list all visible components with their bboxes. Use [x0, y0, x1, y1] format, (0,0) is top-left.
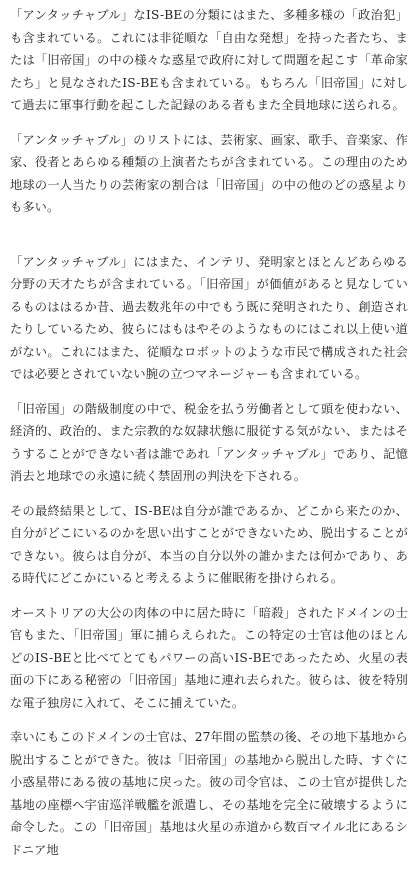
paragraph-escape: 幸いにもこのドメインの士官は、27年間の監禁の後、その地下基地から脱出することができた。彼は「旧帝国」の基地から脱出した時、すぐに小惑星帯にある彼の基地に戻った。彼の司令官は、この士官が提供した基地の座標へ宇宙巡洋戦艦を派遣し、その基地を完全に破壊するように命令した。この「旧帝国」基地は火星の赤道から数百マイル北にあるシドニア地	[10, 730, 408, 857]
paragraph-political-prisoners: 「アンタッチャブル」なIS-BEの分類にはまた、多種多様の「政治犯」も含まれている。これには非従順な「自由な発想」を持った者たち、または「旧帝国」の中の様々な惑星で政府に対して問題を起こす「革命家たち」と見なされたIS-BEも含まれている。もちろん「旧帝国」に対して過去に軍事行動を起こした記録のある者もまた全員地球に送られる。	[10, 8, 408, 112]
paragraph-artists: 「アンタッチャブル」のリストには、芸術家、画家、歌手、音楽家、作家、役者とあらゆる種類の上演者たちが含まれている。この理由のため地球の一人当たりの芸術家の割合は「旧帝国」の中の他のどの惑星よりも多い。	[10, 132, 408, 214]
section-gap	[10, 231, 408, 251]
paragraph-domain-officer: オーストリアの大公の肉体の中に居た時に「暗殺」されたドメインの士官もまた、「旧帝国」軍に捕らえられた。この特定の士官は他のほとんどのIS-BEと比べてとてもパワーの高いIS-BEであったため、火星の表面の下にある秘密の「旧帝国」基地に連れ去られた。彼らは、彼を特別な電子独房に入れて、そこに捕えていた。	[10, 605, 408, 710]
paragraph-intellectuals: 「アンタッチャブル」にはまた、インテリ、発明家とほとんどあらゆる分野の天才たちが含まれている。「旧帝国」が価値があると見なしているものははるか昔、過去数兆年の中でもう既に発明されたり、創造されたりしているため、彼らにはもはやそのようなものにはこれ以上使い道がない。これにはまた、従順なロボットのような市民で構成された社会では必要とされていない腕の立つマネージャーも含まれている。	[10, 254, 408, 381]
paragraph-caste-system: 「旧帝国」の階級制度の中で、税金を払う労働者として頭を使わない、経済的、政治的、また宗教的な奴隷状態に服従する気がない、またはそうすることができない者は誰であれ「アンタッチャブル」であり、記憶消去と地球での永遠に続く禁固刑の判決を下される。	[10, 401, 408, 483]
paragraph-end-result: その最終結果として、IS-BEは自分が誰であるか、どこから来たのか、自分がどこにいるのかを思い出すことができないため、脱出することができない。彼らは自分が、本当の自分以外の誰かまたは何かであり、ある時代にどこかにいると考えるように催眠術を掛けられる。	[10, 503, 408, 585]
